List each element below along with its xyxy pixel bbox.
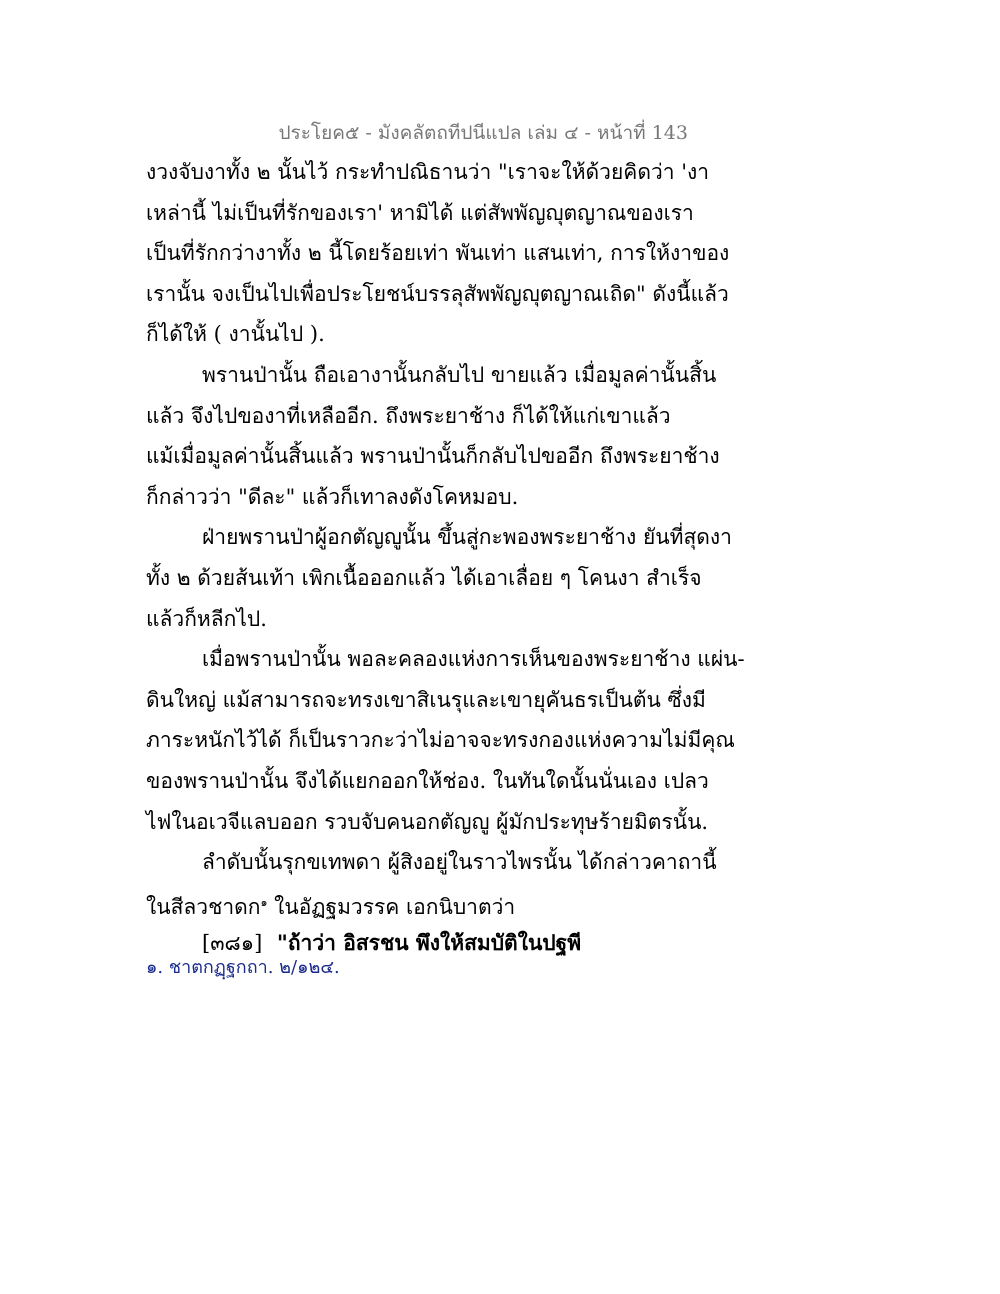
body-line: เหล่านี้ ไม่เป็นที่รักของเรา' หามิได้ แต่สัพพัญญุตญาณของเรา xyxy=(146,200,694,225)
body-line: แม้เมื่อมูลค่านั้นสิ้นแล้ว พรานป่านั้นก็กลับไปขออีก ถึงพระยาช้าง xyxy=(146,444,720,469)
footnote-marker: ๑ xyxy=(260,895,268,909)
body-line: งวงจับงาทั้ง ๒ นั้นไว้ กระทำปณิธานว่า "เราจะให้ด้วยคิดว่า 'งา xyxy=(146,160,710,184)
body-line xyxy=(146,883,706,924)
verse-text: "ถ้าว่า อิสรชน พึงให้สมบัติในปฐพี xyxy=(276,930,582,956)
body-line: ก็ได้ให้ ( งานั้นไป ). xyxy=(146,322,325,347)
body-line: เรานั้น จงเป็นไปเพื่อประโยชน์บรรลุสัพพัญญุตญาณเถิด" ดังนี้แล้ว xyxy=(146,281,729,306)
body-line: เป็นที่รักกว่างาทั้ง ๒ นี้โดยร้อยเท่า พันเท่า แสนเท่า, การให้งาของ xyxy=(146,241,730,266)
body-line: ก็กล่าวว่า "ดีละ" แล้วก็เทาลงดังโคหมอบ. xyxy=(146,484,519,509)
body-line: ดินใหญ่ แม้สามารถจะทรงเขาสิเนรุและเขายุคันธรเป็นต้น ซึ่งมี xyxy=(146,687,706,712)
verse-number: [๓๘๑] xyxy=(202,931,263,956)
body-line: พรานป่านั้น ถือเอางานั้นกลับไป ขายแล้ว เมื่อมูลค่านั้นสิ้น xyxy=(202,362,717,387)
body-text-segment: ในสีลวชาดก xyxy=(146,894,261,919)
body-line: ไฟในอเวจีแลบออก รวบจับคนอกตัญญู ผู้มักประทุษร้ายมิตรนั้น. xyxy=(146,809,709,834)
body-line: ภาระหนักไว้ได้ ก็เป็นราวกะว่าไม่อาจจะทรงกองแห่งความไม่มีคุณ xyxy=(146,728,735,753)
page-body xyxy=(146,152,745,964)
page-header: ประโยค๕ - มังคลัตถทีปนีแปล เล่ม ๔ - หน้าที่ 143 xyxy=(278,122,688,144)
body-text-segment: ในอัฏฐมวรรค เอกนิบาตว่า xyxy=(267,894,516,919)
body-line: แล้วก็หลีกไป. xyxy=(146,606,267,631)
footnote: ๑. ชาตกฏฺฐกถา. ๒/๑๒๔. xyxy=(146,957,340,978)
body-line: แล้ว จึงไปของาที่เหลืออีก. ถึงพระยาช้าง ก็ได้ให้แก่เขาแล้ว xyxy=(146,403,671,428)
body-line: ฝ่ายพรานป่าผู้อกตัญญูนั้น ขึ้นสู่กะพองพระยาช้าง ยันที่สุดงา xyxy=(202,525,732,550)
body-line: ลำดับนั้นรุกขเทพดา ผู้สิงอยู่ในราวไพรนั้น ได้กล่าวคาถานี้ xyxy=(202,850,717,875)
body-line: ทั้ง ๒ ด้วยส้นเท้า เพิกเนื้อออกแล้ว ได้เอาเลื่อย ๆ โคนงา สำเร็จ xyxy=(146,565,702,590)
body-line: เมื่อพรานป่านั้น พอละคลองแห่งการเห็นของพระยาช้าง แผ่น- xyxy=(202,647,745,672)
body-line: ของพรานป่านั้น จึงได้แยกออกให้ช่อง. ในทันใดนั้นนั่นเอง เปลว xyxy=(146,768,709,793)
